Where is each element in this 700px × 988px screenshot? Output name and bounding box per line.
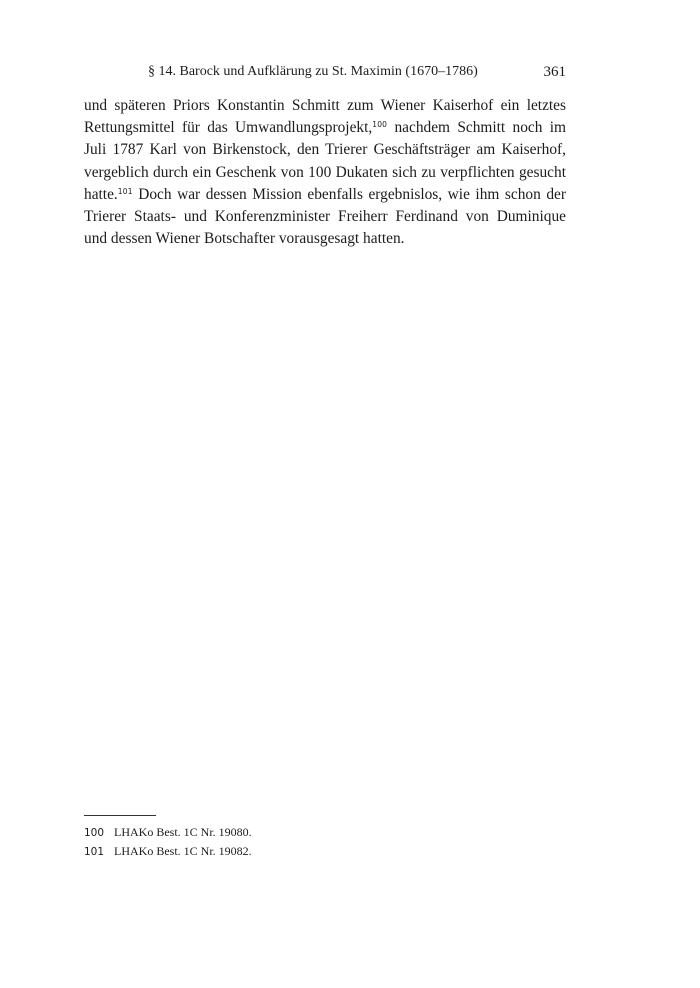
text-line: Juli 1787 Karl von Birkenstock, den Trierer Geschäftsträger am Kaiserhof,	[84, 141, 566, 159]
footnote-number: 100	[84, 827, 105, 839]
text-segment: hatte.	[84, 185, 118, 203]
footnote-item	[84, 823, 566, 842]
text-line: und dessen Wiener Botschafter vorausgesagt hatten.	[84, 230, 405, 248]
text-line	[84, 117, 566, 139]
text-segment: Rettungsmittel für das Umwandlungsprojekt,	[84, 119, 373, 137]
text-segment: Doch war dessen Mission ebenfalls ergebnislos, wie ihm schon der	[132, 185, 566, 203]
body-paragraph	[84, 95, 566, 250]
page-number: 361	[543, 64, 566, 80]
footnote-number: 101	[84, 846, 105, 858]
running-head	[148, 62, 566, 82]
running-head-title: § 14. Barock und Aufklärung zu St. Maximin (1670–1786)	[148, 64, 478, 79]
text-line: Trierer Staats- und Konferenzminister Freiherr Ferdinand von Duminique	[84, 207, 566, 225]
footnotes	[84, 823, 566, 861]
footnote-reference[interactable]: 100	[372, 120, 388, 130]
text-segment: nachdem Schmitt noch im	[387, 119, 566, 137]
footnote-text: LHAKo Best. 1C Nr. 19082.	[114, 844, 252, 858]
footnote-divider	[84, 815, 156, 816]
footnote-item	[84, 842, 566, 861]
text-line: und späteren Priors Konstantin Schmitt zum Wiener Kaiserhof ein letztes	[84, 97, 566, 114]
footnote-text: LHAKo Best. 1C Nr. 19080.	[114, 825, 252, 839]
text-line: vergeblich durch ein Geschenk von 100 Dukaten sich zu verpflichten gesucht	[84, 163, 566, 181]
text-line	[84, 184, 566, 206]
footnote-reference[interactable]: 101	[117, 186, 133, 196]
